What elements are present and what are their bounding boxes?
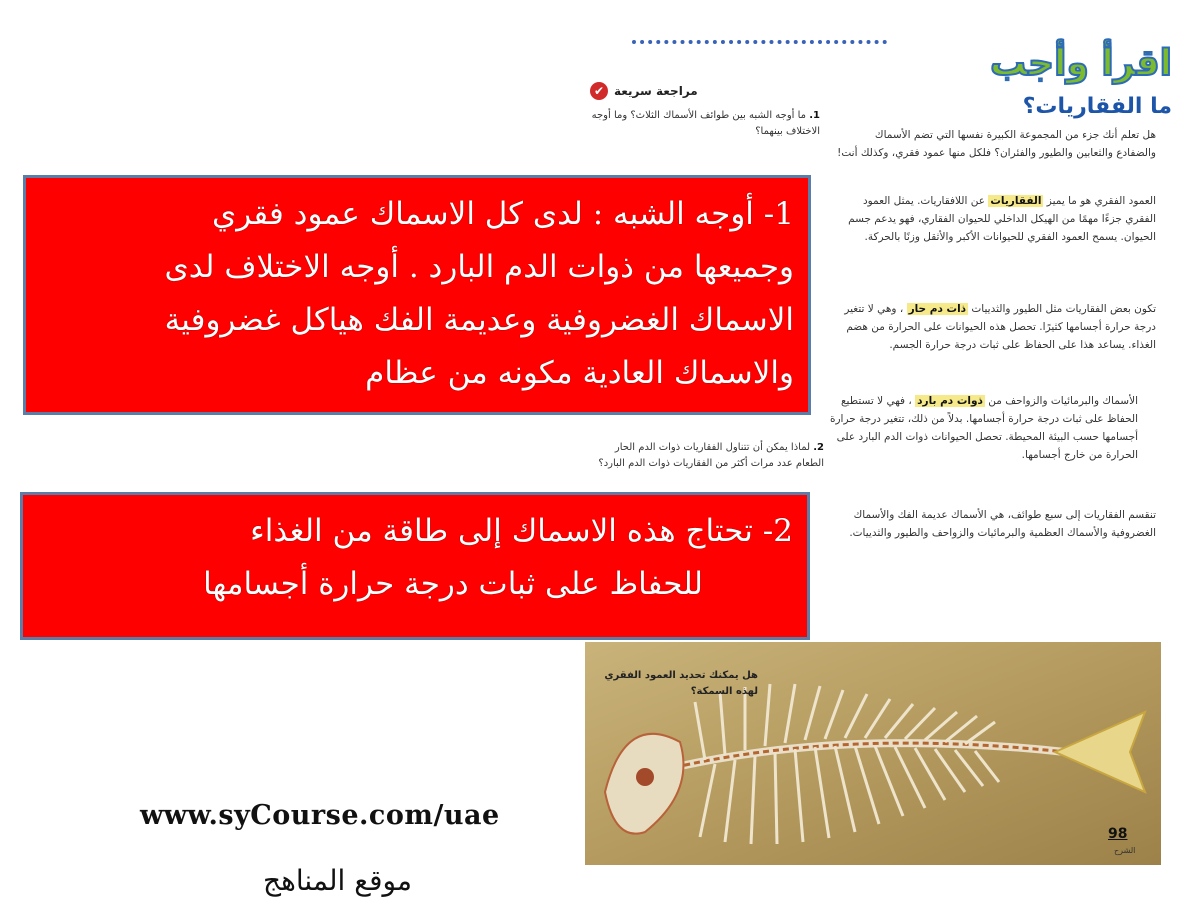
paragraph-warm-blooded <box>826 300 1156 354</box>
answer-line: 1- أوجه الشبه : لدى كل الاسماك عمود فقري <box>211 196 794 232</box>
answer-line: وجميعها من ذوات الدم البارد . أوجه الاختلاف لدى <box>164 249 794 285</box>
paragraph-cold-blooded <box>828 392 1138 464</box>
site-name: موقع المناهج <box>263 864 412 897</box>
checkmark-icon: ✔ <box>590 82 608 100</box>
section-title: ما الفقاريات؟ <box>1022 94 1172 119</box>
question-number: 1. <box>809 110 820 121</box>
paragraph-classes <box>836 506 1156 542</box>
paragraph-text: ، وهي لا تتغير درجة حرارة أجسامها كثيرًا. تحصل هذه الحيوانات على الحرارة من هضم الغذاء. يساعد هذا على الحفاظ على ثبات درجة حرارة الجسم. <box>844 303 1156 351</box>
question-number: 2. <box>813 442 824 453</box>
review-question-1 <box>590 108 830 140</box>
quick-review-header <box>590 82 830 100</box>
paragraph-text: ، فهي لا تستطيع الحفاظ على ثبات درجة حرارة أجسامها. بدلاً من ذلك، تتغير درجة حرارة أجسامها حسب البيئة المحيطة. تحصل الحيوانات ذوات الدم البارد على الحرارة من خارج أجسامها. <box>829 395 1138 461</box>
paragraph-text: تكون بعض الفقاريات مثل الطيور والثدييات <box>971 303 1156 315</box>
website-url: www.syCourse.com/uae <box>140 800 500 831</box>
answer-line: والاسماك العادية مكونه من عظام <box>365 355 794 391</box>
paragraph-text: العمود الفقري هو ما يميز <box>1046 195 1156 207</box>
paragraph-intro <box>836 126 1156 162</box>
keyword-highlight: الفقاريات <box>990 195 1042 207</box>
lesson-heading: اقرأ وأجب <box>990 43 1172 84</box>
quick-review-title: مراجعة سريعة <box>614 84 698 98</box>
answer-line: للحفاظ على ثبات درجة حرارة أجسامها <box>203 566 703 602</box>
answer-box-2 <box>20 492 810 640</box>
answer-box-1 <box>23 175 811 415</box>
quick-review-box <box>590 82 830 140</box>
answer-line: الاسماك الغضروفية وعديمة الفك هياكل غضروفية <box>164 302 794 338</box>
dotted-divider <box>632 40 887 44</box>
paragraph-text: الأسماك والبرمائيات والزواحف من <box>988 395 1138 407</box>
keyword-highlight: ذوات دم بارد <box>917 395 983 407</box>
paragraph-text: عن اللافقاريات. يمثل العمود الفقري جزءًا مهمًا من الهيكل الداخلي للحيوان الفقاري، فهو يدعم جسم الحيوان. يسمح العمود الفقري للحيوانات الأكبر والأثقل وزنًا بالحركة. <box>848 195 1156 243</box>
photo-caption: هل يمكنك تحديد العمود الفقري لهذه السمكة؟ <box>604 670 758 697</box>
paragraph-backbone <box>836 192 1156 246</box>
review-question-2 <box>596 440 824 472</box>
keyword-highlight: ذات دم حار <box>908 303 967 315</box>
question-text: لماذا يمكن أن تتناول الفقاريات ذوات الدم الحار الطعام عدد مرات أكثر من الفقاريات ذوات الدم البارد؟ <box>598 442 824 469</box>
page-number: 98 <box>1108 826 1128 842</box>
question-text: ما أوجه الشبه بين طوائف الأسماك الثلاث؟ وما أوجه الاختلاف بينهما؟ <box>591 110 820 137</box>
page-label: الشرح <box>1114 846 1136 855</box>
paragraph-text: تنقسم الفقاريات إلى سبع طوائف، هي الأسماك عديمة الفك والأسماك الغضروفية والأسماك العظمية والبرمائيات والزواحف والطيور والثدييات. <box>849 509 1156 539</box>
paragraph-text: هل تعلم أنك جزء من المجموعة الكبيرة نفسها التي تضم الأسماك والضفادع والثعابين والطيور والفئران؟ فلكل منها عمود فقري، وكذلك أنت! <box>837 129 1156 159</box>
answer-line: 2- تحتاج هذه الاسماك إلى طاقة من الغذاء <box>250 513 793 549</box>
